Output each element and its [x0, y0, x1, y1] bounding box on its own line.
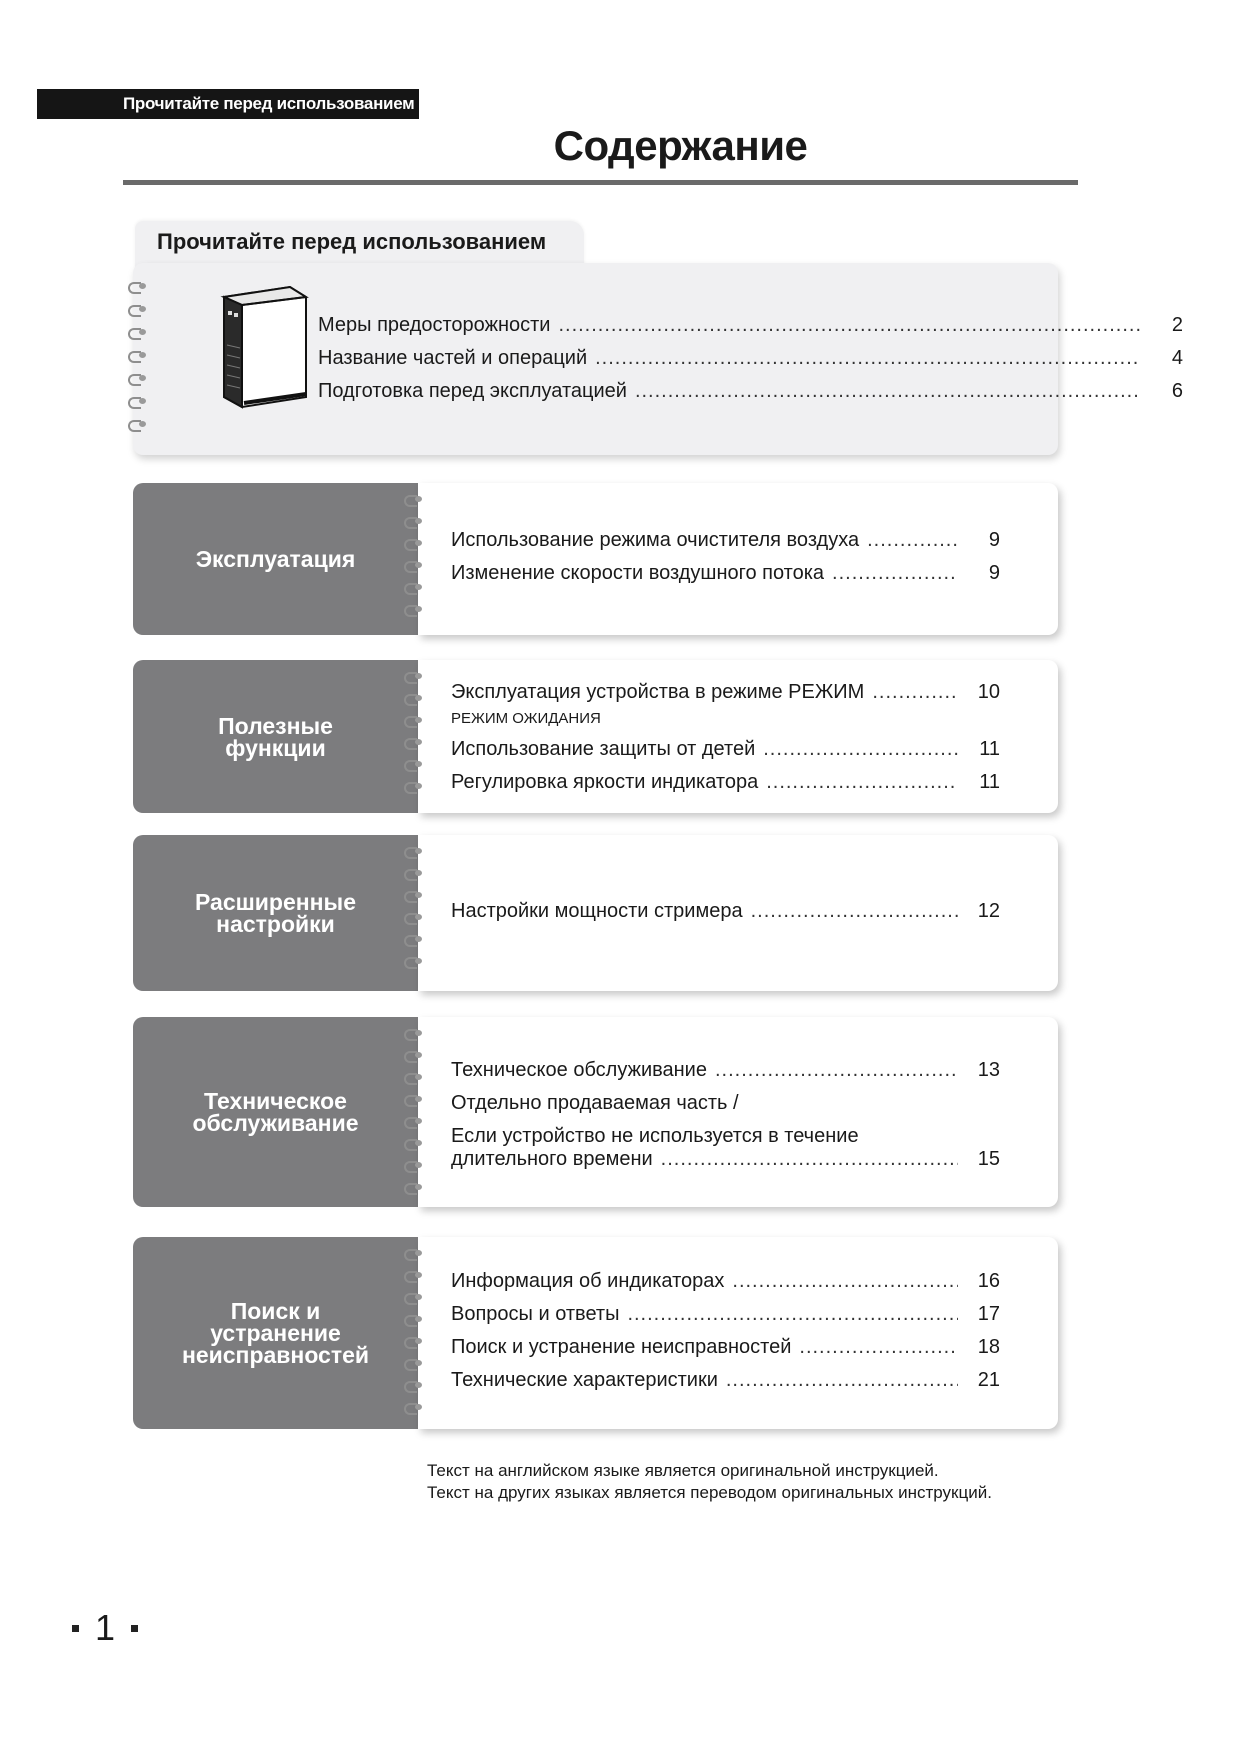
toc-entry[interactable]: Техническое обслуживание ..... 13: [451, 1054, 1000, 1087]
toc-entry-subline: РЕЖИМ ОЖИДАНИЯ: [451, 710, 601, 727]
page-number: 1: [72, 1607, 138, 1649]
toc-entry[interactable]: Меры предосторожности ..... 2: [318, 309, 1183, 342]
toc-entry[interactable]: Настройки мощности стримера ..... 12: [451, 895, 1000, 928]
section-maintenance: [133, 1017, 1058, 1207]
section-title: Расширенные настройки: [133, 835, 418, 991]
toc-entry[interactable]: Эксплуатация устройства в режиме РЕЖИМ ..... 10: [451, 676, 1000, 709]
section-title: Эксплуатация: [133, 483, 418, 635]
section-advanced-settings: [133, 835, 1058, 991]
intro-toc: [318, 309, 1183, 408]
toc-entry-line[interactable]: Отдельно продаваемая часть /: [451, 1092, 739, 1114]
intro-section-label: Прочитайте перед использованием: [135, 221, 584, 269]
toc-entry[interactable]: Поиск и устранение неисправностей ..... 18: [451, 1331, 1000, 1364]
spiral-binding-icon: [128, 280, 152, 441]
spiral-binding-icon: [404, 845, 432, 977]
section-title: Поиск и устранение неисправностей: [133, 1237, 418, 1429]
section-title: Полезные функции: [133, 660, 418, 813]
toc-entry[interactable]: Информация об индикаторах ..... 16: [451, 1265, 1000, 1298]
spiral-binding-icon: [404, 670, 432, 802]
toc-entry[interactable]: Изменение скорости воздушного потока ..... 9: [451, 557, 1000, 590]
toc-entry[interactable]: Использование защиты от детей ..... 11: [451, 733, 1000, 766]
toc-entry[interactable]: Регулировка яркости индикатора ..... 11: [451, 766, 1000, 799]
air-purifier-device-icon: [220, 285, 312, 409]
section-troubleshooting: [133, 1237, 1058, 1429]
toc-entry[interactable]: Использование режима очистителя воздуха ..... 9: [451, 524, 1000, 557]
toc-entry[interactable]: длительного времени ..... 15: [451, 1147, 1000, 1171]
section-title: Техническое обслуживание: [133, 1017, 418, 1207]
section-useful-functions: [133, 660, 1058, 813]
page-title: Содержание: [553, 122, 808, 169]
spiral-binding-icon: [404, 493, 432, 625]
footnote: Текст на английском языке является оригинальной инструкцией. Текст на других языках является переводом оригинальных инструкций.: [427, 1461, 992, 1502]
spiral-binding-icon: [404, 1027, 432, 1203]
toc-entry-line[interactable]: Если устройство не используется в течение: [451, 1125, 859, 1147]
toc-entry[interactable]: Подготовка перед эксплуатацией ..... 6: [318, 375, 1183, 408]
toc-entry[interactable]: Технические характеристики ..... 21: [451, 1364, 1000, 1397]
section-operation: [133, 483, 1058, 635]
toc-entry[interactable]: Название частей и операций ..... 4: [318, 342, 1183, 375]
header-tab: Прочитайте перед использованием: [37, 89, 419, 119]
toc-entry[interactable]: Вопросы и ответы ..... 17: [451, 1298, 1000, 1331]
spiral-binding-icon: [404, 1247, 432, 1423]
title-divider: [123, 180, 1078, 185]
